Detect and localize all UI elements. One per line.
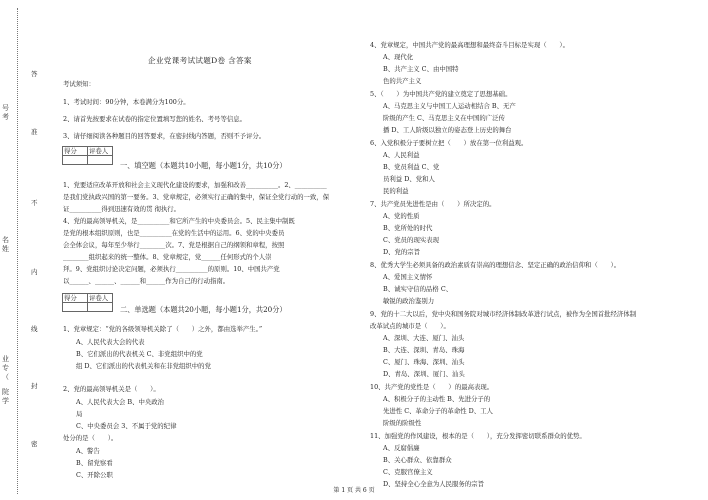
seal-label: 准 <box>31 128 38 136</box>
option-line: 播 D、工人阶级以独立的姿态登上历史的舞台 <box>383 126 512 134</box>
option-line: B、诚实守信的品格 C、 <box>383 285 453 293</box>
college-label: 院学 <box>2 388 9 405</box>
question-line: 7、共产党员先进性是由（ ）所决定的。 <box>370 200 496 208</box>
question-line: 证__________得到迅速有效的贯 彻执行。 <box>63 205 181 213</box>
question-line: 4、党章规定，中国共产党的最高理想和最终奋斗目标是实现（ ）。 <box>370 41 569 49</box>
option-line: A、爱国主义情怀 <box>383 273 433 281</box>
seal-label: 线 <box>31 325 38 333</box>
option-line: 民的利益 <box>383 187 409 195</box>
option-line: B、共产主义 C、由中国特 <box>383 65 459 73</box>
score-label: 得分 <box>63 147 88 156</box>
option-line: C、党员的现实表现 <box>383 236 440 244</box>
option-line: C、克服官僚主义 <box>383 468 433 476</box>
option-line: C、开除公职 <box>76 471 113 479</box>
score-cell <box>63 156 88 165</box>
question-line: 9、党的十二大以后，党中央和国务院对城市经济体制改革进行试点，被作为全国首批经济体制 <box>370 310 637 318</box>
seal-label: 封 <box>31 382 38 390</box>
seal-label: 不 <box>31 199 38 207</box>
option-line: 敏锐的政治鉴别力 <box>383 297 435 305</box>
option-line: 阶级的产生 C、马克思主义在中国的广泛传 <box>383 114 505 122</box>
question-line: 会全体会议，每年至少举行________次。7、党是根据自己的纲领和章程，按照 <box>63 241 285 249</box>
score-box <box>62 293 113 312</box>
option-line: A、马克思主义与中国工人运动相结合 B、无产 <box>383 102 516 110</box>
option-line: B、关心群众、依靠群众 <box>383 456 452 464</box>
name-label: 名姓 <box>2 236 9 253</box>
grader-cell <box>88 156 113 165</box>
question-line: ________组织起来的统一整体。8、党章规定，党______任何形式的个人崇 <box>63 253 272 261</box>
section-heading: 一、填空题（本题共10小题，每小题1分，共10分） <box>120 161 287 170</box>
question-line: 拜。9、党组织讨论决定问题，必须执行__________的原则。10、中国共产党 <box>63 265 280 273</box>
option-line: A、人民代表大会的代表 <box>76 338 145 346</box>
option-line: A、警告 <box>76 447 100 455</box>
question-line: 改革试点的城市是（ ）。 <box>370 322 450 330</box>
question-line: 5、（ ）为中国共产党的建立奠定了思想基础。 <box>370 90 512 98</box>
option-line: 先进性 C、革命分子的革命性 D、工人 <box>383 407 493 415</box>
question-line: 8、优秀大学生必须具备的政治素质有崇高的理想信念、坚定正确的政治信仰和（ ）。 <box>370 261 621 269</box>
option-line: B、留党察看 <box>76 459 113 467</box>
option-line: 员利益 D、党和人 <box>383 175 435 183</box>
option-line: A、深圳、大连、厦门、汕头 <box>383 334 465 342</box>
question-line: 11、加强党的作风建设，根本的是（ ），充分发挥密切联系群众的优势。 <box>370 432 586 440</box>
seal-label: 内 <box>31 268 38 276</box>
grader-cell <box>88 303 113 312</box>
option-line: D、坚持全心全意为人民服务的宗旨 <box>383 480 484 488</box>
option-line: B、党员利益 C、党 <box>383 163 440 171</box>
score-label: 得分 <box>63 294 88 303</box>
score-box <box>62 146 113 165</box>
binding-dotted-line <box>17 8 18 494</box>
option-line: D、党的宗旨 <box>383 248 421 256</box>
exam-number-label: 号考 <box>2 104 9 121</box>
option-line: B、党所处的时代 <box>383 224 433 232</box>
question-line: 4、党的最高领导机关，是__________和它所产生的中央委员会。5、民主集中制既 <box>63 217 295 225</box>
option-line: A、反腐倡廉 <box>383 444 420 452</box>
option-line: B、它们派出的代表机关 C、非党组织中的党 <box>76 350 203 358</box>
grader-label: 评卷人 <box>88 294 113 303</box>
seal-label: 密 <box>31 440 38 448</box>
option-line: C、厦门、珠海、深圳、汕头 <box>383 358 465 366</box>
notice-item: 2、请首先按要求在试卷的指定位置填写您的姓名、考号等信息。 <box>63 115 247 123</box>
notice-item: 3、请仔细阅读各种题目的回答要求，在密封线内答题，否则不予评分。 <box>63 132 266 140</box>
question-line: 1、党章规定：“党的各级领导机关除了（ ）之外，都由选举产生。” <box>63 325 263 333</box>
option-line: B、大连、深圳、青岛、珠海 <box>383 346 465 354</box>
option-line: 局 <box>76 410 83 418</box>
question-line: 1、党要适应改革开放和社会主义现代化建设的要求，加强和改善__________。2、__________ <box>63 181 327 189</box>
option-line: 阶级的阶级性 <box>383 419 422 427</box>
option-line: 组 D、它们派出的代表机关和在非党组织中的党 <box>76 362 211 370</box>
score-cell <box>63 303 88 312</box>
page-title: 企业党课考试试题D卷 含答案 <box>148 56 252 65</box>
option-line: A、积极分子的主动性 B、先进分子的 <box>383 395 491 403</box>
notice-item: 1、考试时间：90分钟，本卷满分为100分。 <box>63 98 190 106</box>
option-line: A、人民利益 <box>383 151 420 159</box>
option-line: C、中央委员会 3、不属于党的纪律 <box>76 422 177 430</box>
question-line: 2、党的最高领导机关是（ ）。 <box>63 385 160 393</box>
option-line: A、现代化 <box>383 53 414 61</box>
option-line: 色的共产主义 <box>383 77 422 85</box>
question-line: 是党的根本组织原则，也是__________在党的生活中的运用。6、党的中央委员 <box>63 229 285 237</box>
grader-label: 评卷人 <box>88 147 113 156</box>
question-line: 处分的是（ ）。 <box>63 434 118 442</box>
section-heading: 二、单选题（本题共20小题，每小题1分，共20分） <box>120 305 287 314</box>
notice-heading: 考试须知： <box>63 80 95 88</box>
question-line: 10、共产党的党性是（ ）的最高表现。 <box>370 383 494 391</box>
page-footer: 第 1 页 共 6 页 <box>333 487 375 494</box>
option-line: D、青岛、深圳、厦门、汕头 <box>383 370 465 378</box>
question-line: 6、入党积极分子要树立把（ ）放在第一位利益观。 <box>370 139 528 147</box>
option-line: A、人民代表大会 B、中央政治 <box>76 398 165 406</box>
seal-label: 答 <box>31 70 38 78</box>
major-label: 业专（ <box>2 355 9 381</box>
option-line: A、党的性质 <box>383 212 420 220</box>
question-line: 以______、______、______和______作为自己的行动指南。 <box>63 277 230 285</box>
question-line: 是我们党执政兴国的第一要务。3、党章规定，必须实行正确的集中，保证全党行动的一致，保 <box>63 193 330 201</box>
